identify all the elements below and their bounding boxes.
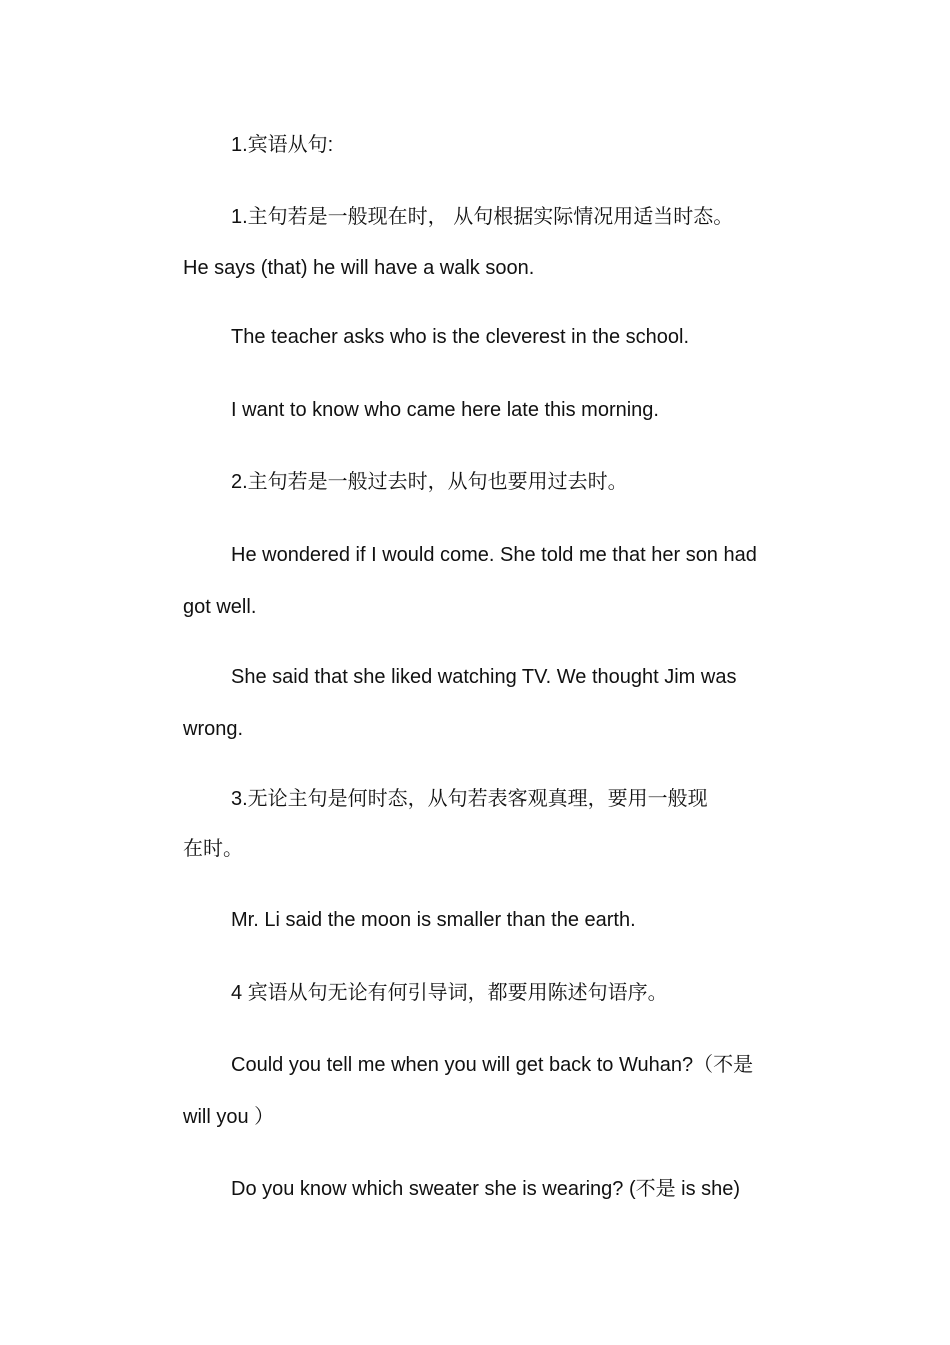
example-line-cont: wrong. bbox=[183, 718, 244, 740]
example-line: I want to know who came here late this morning. bbox=[231, 399, 659, 421]
example-line: Do you know which sweater she is wearing? (不是 is she) bbox=[231, 1178, 741, 1200]
rule-1: 1.主句若是一般现在时， 从句根据实际情况用适当时态。 bbox=[231, 206, 734, 228]
example-line: He wondered if I would come. She told me that her son had bbox=[231, 544, 757, 566]
rule-3: 3.无论主句是何时态，从句若表客观真理，要用一般现 bbox=[231, 788, 708, 810]
rule-4: 4 宾语从句无论有何引导词，都要用陈述句语序。 bbox=[231, 982, 668, 1004]
example-line: He says (that) he will have a walk soon. bbox=[183, 257, 535, 279]
example-line-cont: got well. bbox=[183, 596, 257, 618]
rule-3-cont: 在时。 bbox=[183, 838, 243, 860]
example-line-cont: will you ） bbox=[183, 1106, 275, 1128]
example-line: Could you tell me when you will get back to Wuhan?（不是 bbox=[231, 1054, 754, 1076]
section-heading: 1.宾语从句: bbox=[231, 134, 334, 156]
example-line: The teacher asks who is the cleverest in the school. bbox=[231, 326, 690, 348]
example-line: She said that she liked watching TV. We thought Jim was bbox=[231, 666, 737, 688]
example-line: Mr. Li said the moon is smaller than the earth. bbox=[231, 909, 636, 931]
rule-2: 2.主句若是一般过去时，从句也要用过去时。 bbox=[231, 471, 628, 493]
